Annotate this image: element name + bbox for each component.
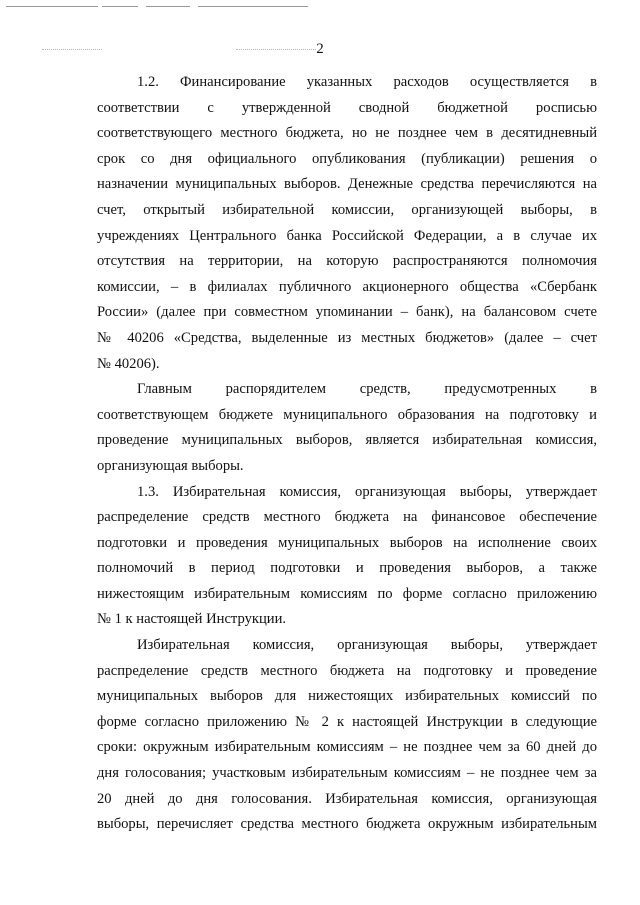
text-line: отсутствия на территории, на которую распространяются полномочия (97, 253, 597, 270)
text-line: муниципальных выборов для нижестоящих избирательных комиссий по (97, 688, 597, 705)
text-line: комиссии, – в филиалах публичного акционерного общества «Сбербанк (97, 278, 597, 295)
text-line: полномочий в период подготовки и проведения выборов, а также (97, 560, 597, 577)
text-line: назначении муниципальных выборов. Денежные средства перечисляются на (97, 176, 597, 193)
text-line: счет, открытый избирательной комиссии, организующей выборы, в (97, 201, 597, 218)
scan-edge-line (146, 6, 190, 7)
text-line: распределение средств местного бюджета на подготовку и проведение (97, 662, 597, 679)
text-line: России» (далее при совместном упоминании – банк), на балансовом счете (97, 304, 597, 321)
text-line: № 40206). (97, 355, 160, 372)
document-body (97, 70, 597, 838)
text-line: распределение средств местного бюджета на финансовое обеспечение (97, 509, 597, 526)
text-line: Главным распорядителем средств, предусмотренных в (137, 381, 597, 398)
text-line: Избирательная комиссия, организующая выборы, утверждает (137, 637, 597, 654)
scan-edge-line (6, 6, 98, 7)
text-line: 20 дней до дня голосования. Избирательная комиссия, организующая (97, 790, 597, 807)
paragraph-main-manager (97, 377, 597, 479)
text-line: срок со дня официального опубликования (публикации) решения о (97, 150, 597, 167)
text-line: 1.2. Финансирование указанных расходов осуществляется в (137, 74, 597, 90)
text-line: соответствующего местного бюджета, но не позднее чем в десятидневный (97, 125, 597, 142)
text-line: соответствующем бюджете муниципального образования на подготовку и (97, 406, 597, 423)
text-line: соответствии с утвержденной сводной бюджетной росписью (97, 99, 597, 116)
paragraph-1-2 (97, 70, 597, 377)
page-number: 2 (316, 41, 324, 57)
text-line: дня голосования; участковым избирательным комиссиям – не позднее чем за (97, 765, 597, 782)
text-line: сроки: окружным избирательным комиссиям – не позднее чем за 60 дней до (97, 739, 597, 756)
text-line: выборы, перечисляет средства местного бюджета окружным избирательным (97, 816, 597, 833)
paragraph-1-3 (97, 480, 597, 634)
scan-edge-line (198, 6, 308, 7)
text-line: форме согласно приложению № 2 к настоящей Инструкции в следующие (97, 713, 597, 730)
paragraph-distribution (97, 633, 597, 838)
text-line: учреждениях Центрального банка Российской Федерации, а в случае их (97, 227, 597, 244)
text-line: проведение муниципальных выборов, является избирательная комиссия, (97, 432, 597, 449)
text-line: № 40206 «Средства, выделенные из местных бюджетов» (далее – счет (97, 329, 597, 346)
text-line: подготовки и проведения муниципальных выборов на исполнение своих (97, 534, 597, 551)
text-line: № 1 к настоящей Инструкции. (97, 611, 287, 628)
text-line: организующая выборы. (97, 457, 244, 474)
text-line: нижестоящим избирательным комиссиям по форме согласно приложению (97, 585, 597, 602)
text-line: 1.3. Избирательная комиссия, организующая выборы, утверждает (137, 483, 597, 500)
scan-edge-line (102, 6, 138, 7)
